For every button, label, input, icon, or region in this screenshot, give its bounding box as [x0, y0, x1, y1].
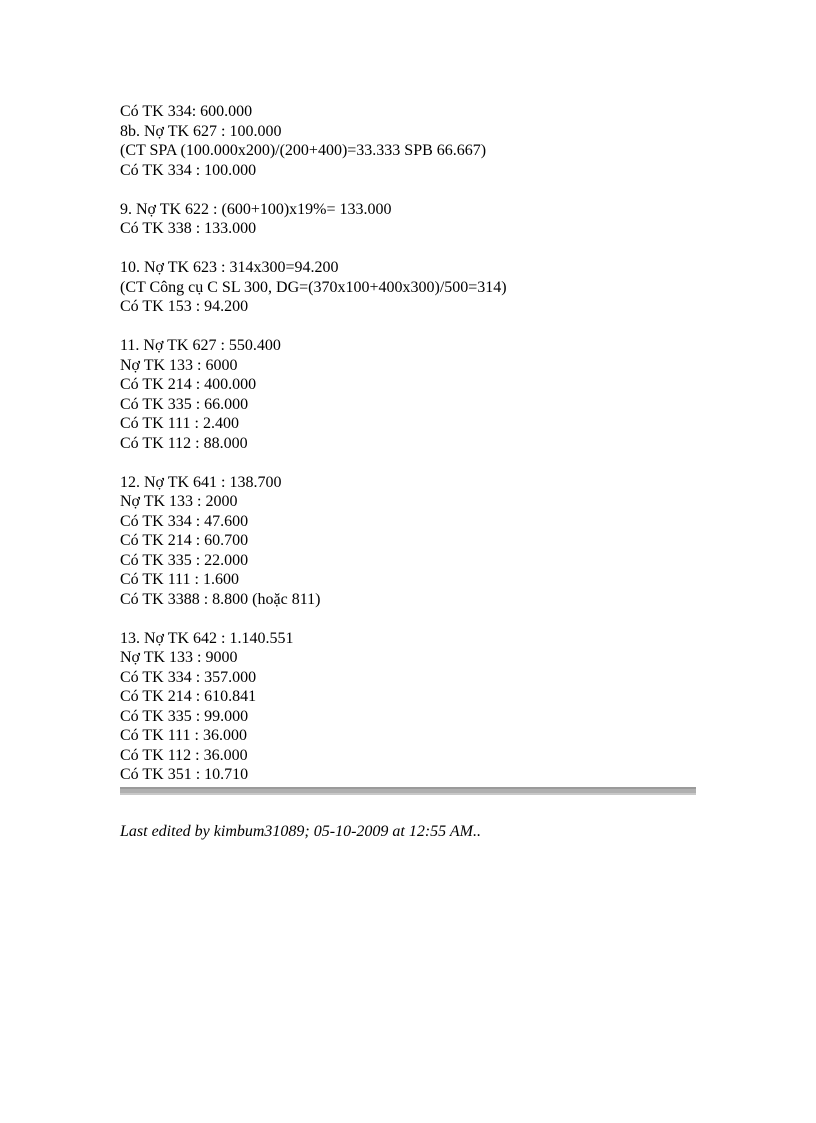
- text-line: Có TK 214 : 400.000: [120, 376, 257, 393]
- text-line: 13. Nợ TK 642 : 1.140.551: [120, 629, 294, 647]
- text-line: Có TK 111 : 2.400: [120, 415, 239, 432]
- blank-line: [120, 180, 700, 200]
- text-line: Có TK 153 : 94.200: [120, 298, 249, 315]
- text-line: Có TK 214 : 60.700: [120, 532, 249, 549]
- text-line: Có TK 111 : 36.000: [120, 727, 247, 744]
- text-line: Nợ TK 133 : 6000: [120, 356, 238, 374]
- last-edited-note: Last edited by kimbum31089; 05-10-2009 at 12:55 AM..: [120, 823, 481, 840]
- horizontal-divider: [120, 787, 696, 795]
- blank-line: [120, 239, 700, 259]
- text-line: Có TK 111 : 1.600: [120, 571, 239, 588]
- text-line: Nợ TK 133 : 9000: [120, 649, 238, 666]
- text-line: 11. Nợ TK 627 : 550.400: [120, 337, 281, 354]
- blank-line: [120, 453, 700, 473]
- text-line: 8b. Nợ TK 627 : 100.000: [120, 122, 282, 140]
- text-line: Có TK 334 : 100.000: [120, 161, 257, 179]
- text-line: Có TK 334 : 47.600: [120, 512, 249, 530]
- text-line: 10. Nợ TK 623 : 314x300=94.200: [120, 259, 339, 276]
- text-line: 12. Nợ TK 641 : 138.700: [120, 473, 282, 491]
- text-line: (CT Công cụ C SL 300, DG=(370x100+400x300)/500=314): [120, 278, 507, 296]
- post-body: [120, 102, 700, 795]
- text-line: (CT SPA (100.000x200)/(200+400)=33.333 SPB 66.667): [120, 142, 487, 159]
- text-line: Có TK 3388 : 8.800 (hoặc 811): [120, 590, 321, 608]
- text-line: Có TK 214 : 610.841: [120, 688, 257, 705]
- text-line: Có TK 335 : 22.000: [120, 551, 249, 569]
- text-line: Có TK 338 : 133.000: [120, 220, 257, 237]
- text-line: Có TK 334 : 357.000: [120, 668, 257, 686]
- text-line: Có TK 351 : 10.710: [120, 766, 249, 783]
- text-line: Có TK 335 : 99.000: [120, 707, 249, 725]
- text-line: Có TK 112 : 88.000: [120, 434, 248, 452]
- text-line: Có TK 334: 600.000: [120, 103, 253, 120]
- blank-line: [120, 609, 700, 629]
- text-line: Có TK 335 : 66.000: [120, 395, 249, 413]
- text-line: Có TK 112 : 36.000: [120, 746, 248, 764]
- text-line: 9. Nợ TK 622 : (600+100)x19%= 133.000: [120, 200, 392, 218]
- blank-line: [120, 317, 700, 337]
- text-line: Nợ TK 133 : 2000: [120, 493, 238, 510]
